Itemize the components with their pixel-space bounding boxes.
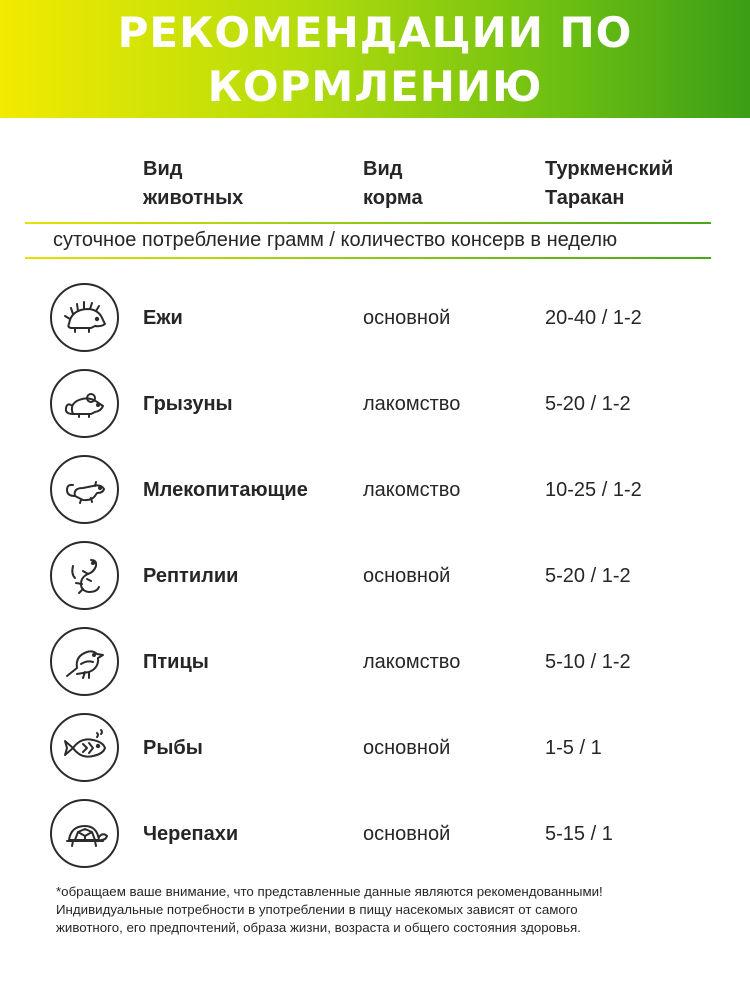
animal-name: Ежи [143,307,183,329]
animal-name: Рептилии [143,565,239,587]
subtitle-text: суточное потребление грамм / количество консерв в неделю [53,229,618,251]
icon-circle [50,541,119,610]
column-header-animal-line-1: Вид [143,158,183,180]
food-type: основной [363,737,451,759]
disclaimer-line-3: животного, его предпочтений, образа жизни, возраста и общего состояния здоровья. [56,920,581,935]
amount-value: 10-25 / 1-2 [545,479,642,501]
animal-name: Грызуны [143,393,233,415]
column-header-product-line-1: Туркменский [545,158,674,180]
bird-icon [61,638,109,686]
icon-circle [50,283,119,352]
title-banner [0,0,750,118]
amount-value: 5-10 / 1-2 [545,651,631,673]
column-header-food-line-2: корма [363,187,423,209]
food-type: лакомство [363,393,461,415]
turtle-icon [61,810,109,858]
page-title-line-1: РЕКОМЕНДАЦИИ ПО [117,8,633,57]
disclaimer-line-1: *обращаем ваше внимание, что представленные данные являются рекомендованными! [56,884,603,899]
amount-value: 20-40 / 1-2 [545,307,642,329]
ferret-icon [61,466,109,514]
table-row [0,541,750,627]
mouse-icon [61,380,109,428]
animal-name: Рыбы [143,737,203,759]
table-row [0,713,750,799]
amount-value: 5-20 / 1-2 [545,393,631,415]
column-header-food [363,155,423,213]
column-header-product [545,155,673,213]
disclaimer-note [56,883,706,937]
food-type: лакомство [363,479,461,501]
page-title-line-2: КОРМЛЕНИЮ [207,62,543,111]
amount-value: 1-5 / 1 [545,737,602,759]
icon-circle [50,713,119,782]
table-row [0,369,750,455]
animal-name: Черепахи [143,823,239,845]
animal-name: Млекопитающие [143,479,308,501]
food-type: основной [363,307,451,329]
hedgehog-icon [61,294,109,342]
lizard-icon [61,552,109,600]
column-header-food-line-1: Вид [363,158,403,180]
food-type: лакомство [363,651,461,673]
column-header-animal [143,155,243,213]
table-row [0,799,750,885]
food-type: основной [363,823,451,845]
divider-top [25,222,711,224]
animal-name: Птицы [143,651,209,673]
divider-bottom [25,257,711,259]
table-row [0,455,750,541]
food-type: основной [363,565,451,587]
disclaimer-line-2: Индивидуальные потребности в употреблении в пищу насекомых зависят от самого [56,902,578,917]
table-row [0,627,750,713]
icon-circle [50,627,119,696]
column-header-animal-line-2: животных [143,187,244,209]
icon-circle [50,799,119,868]
fish-icon [61,724,109,772]
table-row [0,283,750,369]
amount-value: 5-20 / 1-2 [545,565,631,587]
icon-circle [50,455,119,524]
column-header-product-line-2: Таракан [545,187,625,209]
icon-circle [50,369,119,438]
amount-value: 5-15 / 1 [545,823,613,845]
